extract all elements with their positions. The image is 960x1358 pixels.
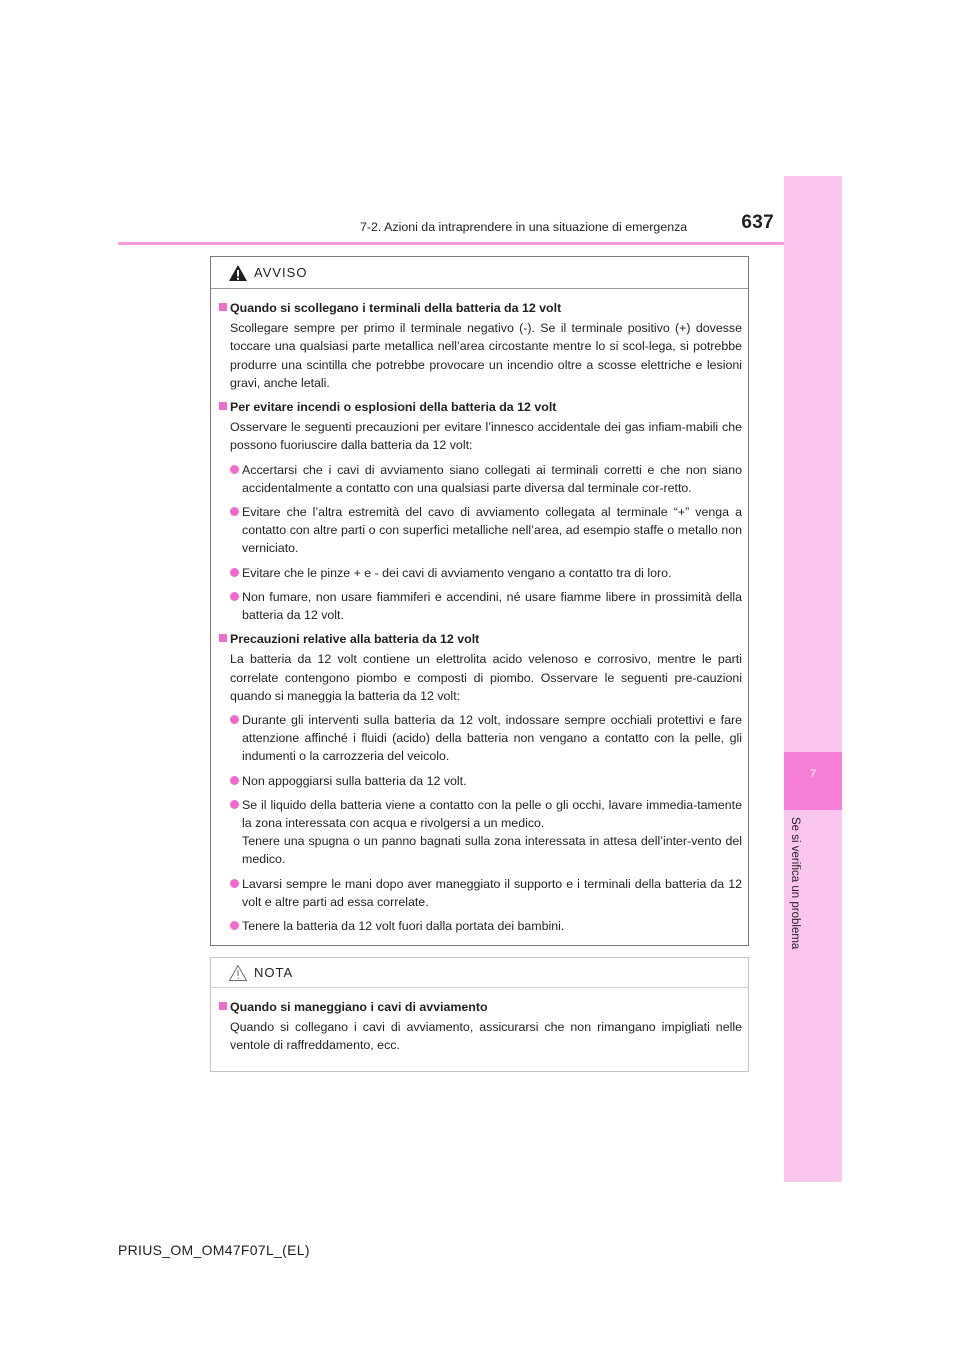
bullet-item: [219, 588, 742, 624]
item-text: Non fumare, non usare fiammiferi e accendini, né usare fiamme libere in prossimità della batteria da 12 volt.: [242, 589, 742, 623]
item-text: Tenere la batteria da 12 volt fuori dalla portata dei bambini.: [242, 919, 565, 934]
header-rule: [118, 242, 784, 245]
warning-box-header: [211, 257, 748, 289]
item-text: Per evitare incendi o esplosioni della batteria da 12 volt: [230, 400, 557, 415]
bullet-item: [219, 503, 742, 558]
paragraph: [230, 650, 742, 705]
page-number: 637: [741, 212, 774, 233]
square-bullet-icon: [219, 634, 227, 642]
round-bullet-icon: [230, 465, 239, 474]
item-text: Durante gli interventi sulla batteria da 12 volt, indossare sempre occhiali protettivi e fare attenzione affinché i fluidi (acido) della batteria non vengano a contatto con la pelle, gli indumenti o la carrozzeria del veicolo.: [242, 713, 742, 764]
section-heading: [219, 398, 742, 416]
section-heading: [219, 630, 742, 648]
item-text: Evitare che l’altra estremità del cavo di avviamento collegata al terminale “+” venga a contatto con altre parti o con superfici metalliche nell’area, ad esempio staffe o metallo non verniciato.: [242, 505, 742, 556]
warning-title: AVVISO: [254, 265, 308, 280]
side-tab-active-chapter: [784, 752, 842, 810]
note-title: NOTA: [254, 965, 294, 980]
bullet-item: [219, 772, 742, 790]
item-text: Se il liquido della batteria viene a contatto con la pelle o gli occhi, lavare immedia-tamente la zona interessata con acqua e rivolgersi a un medico. Tenere una spugna o un panno bagnati sulla zona interessata in attesa dell’inter-vento del medico.: [242, 797, 742, 867]
side-tab: [784, 176, 842, 1182]
bullet-item: [219, 461, 742, 497]
round-bullet-icon: [230, 776, 239, 785]
note-box: [210, 957, 749, 1072]
warning-content: [219, 299, 742, 941]
bullet-item: [219, 564, 742, 582]
square-bullet-icon: [219, 402, 227, 410]
paragraph: [230, 418, 742, 454]
item-text: La batteria da 12 volt contiene un elettrolita acido velenoso e corrosivo, mentre le parti correlate contengono piombo e composti di piombo. Osservare le seguenti pre-cauzioni quando si maneggia la batteria da 12 volt:: [230, 652, 742, 703]
bullet-item: [219, 796, 742, 869]
chapter-number: 7: [809, 768, 817, 780]
item-text: Quando si collegano i cavi di avviamento, assicurarsi che non rimangano impigliati nelle ventole di raffreddamento, ecc.: [230, 1020, 742, 1053]
caution-triangle-icon: [228, 964, 248, 982]
section-heading: [219, 998, 742, 1016]
section-heading: [219, 299, 742, 317]
round-bullet-icon: [230, 592, 239, 601]
bullet-item: [219, 875, 742, 911]
item-text: Osservare le seguenti precauzioni per evitare l’innesco accidentale dei gas infiam-mabili che possono fuoriuscire dalla batteria da 12 volt:: [230, 420, 742, 453]
note-content: [219, 998, 742, 1061]
warning-box: [210, 256, 749, 946]
round-bullet-icon: [230, 568, 239, 577]
round-bullet-icon: [230, 921, 239, 930]
paragraph: [230, 1018, 742, 1054]
item-text: Precauzioni relative alla batteria da 12 volt: [230, 632, 480, 647]
section-title: 7-2. Azioni da intraprendere in una situazione di emergenza: [360, 220, 688, 234]
document-code: PRIUS_OM_OM47F07L_(EL): [118, 1242, 310, 1258]
chapter-title: Se si verifica un problema: [789, 817, 801, 950]
item-text: Non appoggiarsi sulla batteria da 12 volt.: [242, 773, 467, 788]
item-text: Accertarsi che i cavi di avviamento siano collegati ai terminali corretti e che non siano accidentalmente a contatto con una qualsiasi parte diversa dal terminale cor-retto.: [242, 462, 742, 495]
note-box-header: [211, 958, 748, 988]
item-text: Lavarsi sempre le mani dopo aver maneggiato il supporto e i terminali della batteria da 12 volt e altre parti ad essa correlate.: [242, 876, 742, 909]
round-bullet-icon: [230, 800, 239, 809]
bullet-item: [219, 711, 742, 766]
item-text: Quando si scollegano i terminali della batteria da 12 volt: [230, 301, 562, 315]
square-bullet-icon: [219, 1002, 227, 1010]
round-bullet-icon: [230, 507, 239, 516]
warning-triangle-icon: [228, 264, 248, 282]
item-text: Scollegare sempre per primo il terminale negativo (-). Se il terminale positivo (+) dovesse toccare una qualsiasi parte metallica nell’area circostante mentre lo si scol-lega, si potrebbe produrre una scintilla che potrebbe provocare un incendio oltre a scosse elettriche e lesioni gravi, anche letali.: [230, 321, 742, 390]
round-bullet-icon: [230, 879, 239, 888]
round-bullet-icon: [230, 715, 239, 724]
item-text: Evitare che le pinze + e - dei cavi di avviamento vengano a contatto tra di loro.: [242, 565, 672, 580]
square-bullet-icon: [219, 303, 227, 311]
paragraph: [230, 319, 742, 392]
bullet-item: [219, 917, 742, 935]
item-text: Quando si maneggiano i cavi di avviamento: [230, 1000, 488, 1014]
